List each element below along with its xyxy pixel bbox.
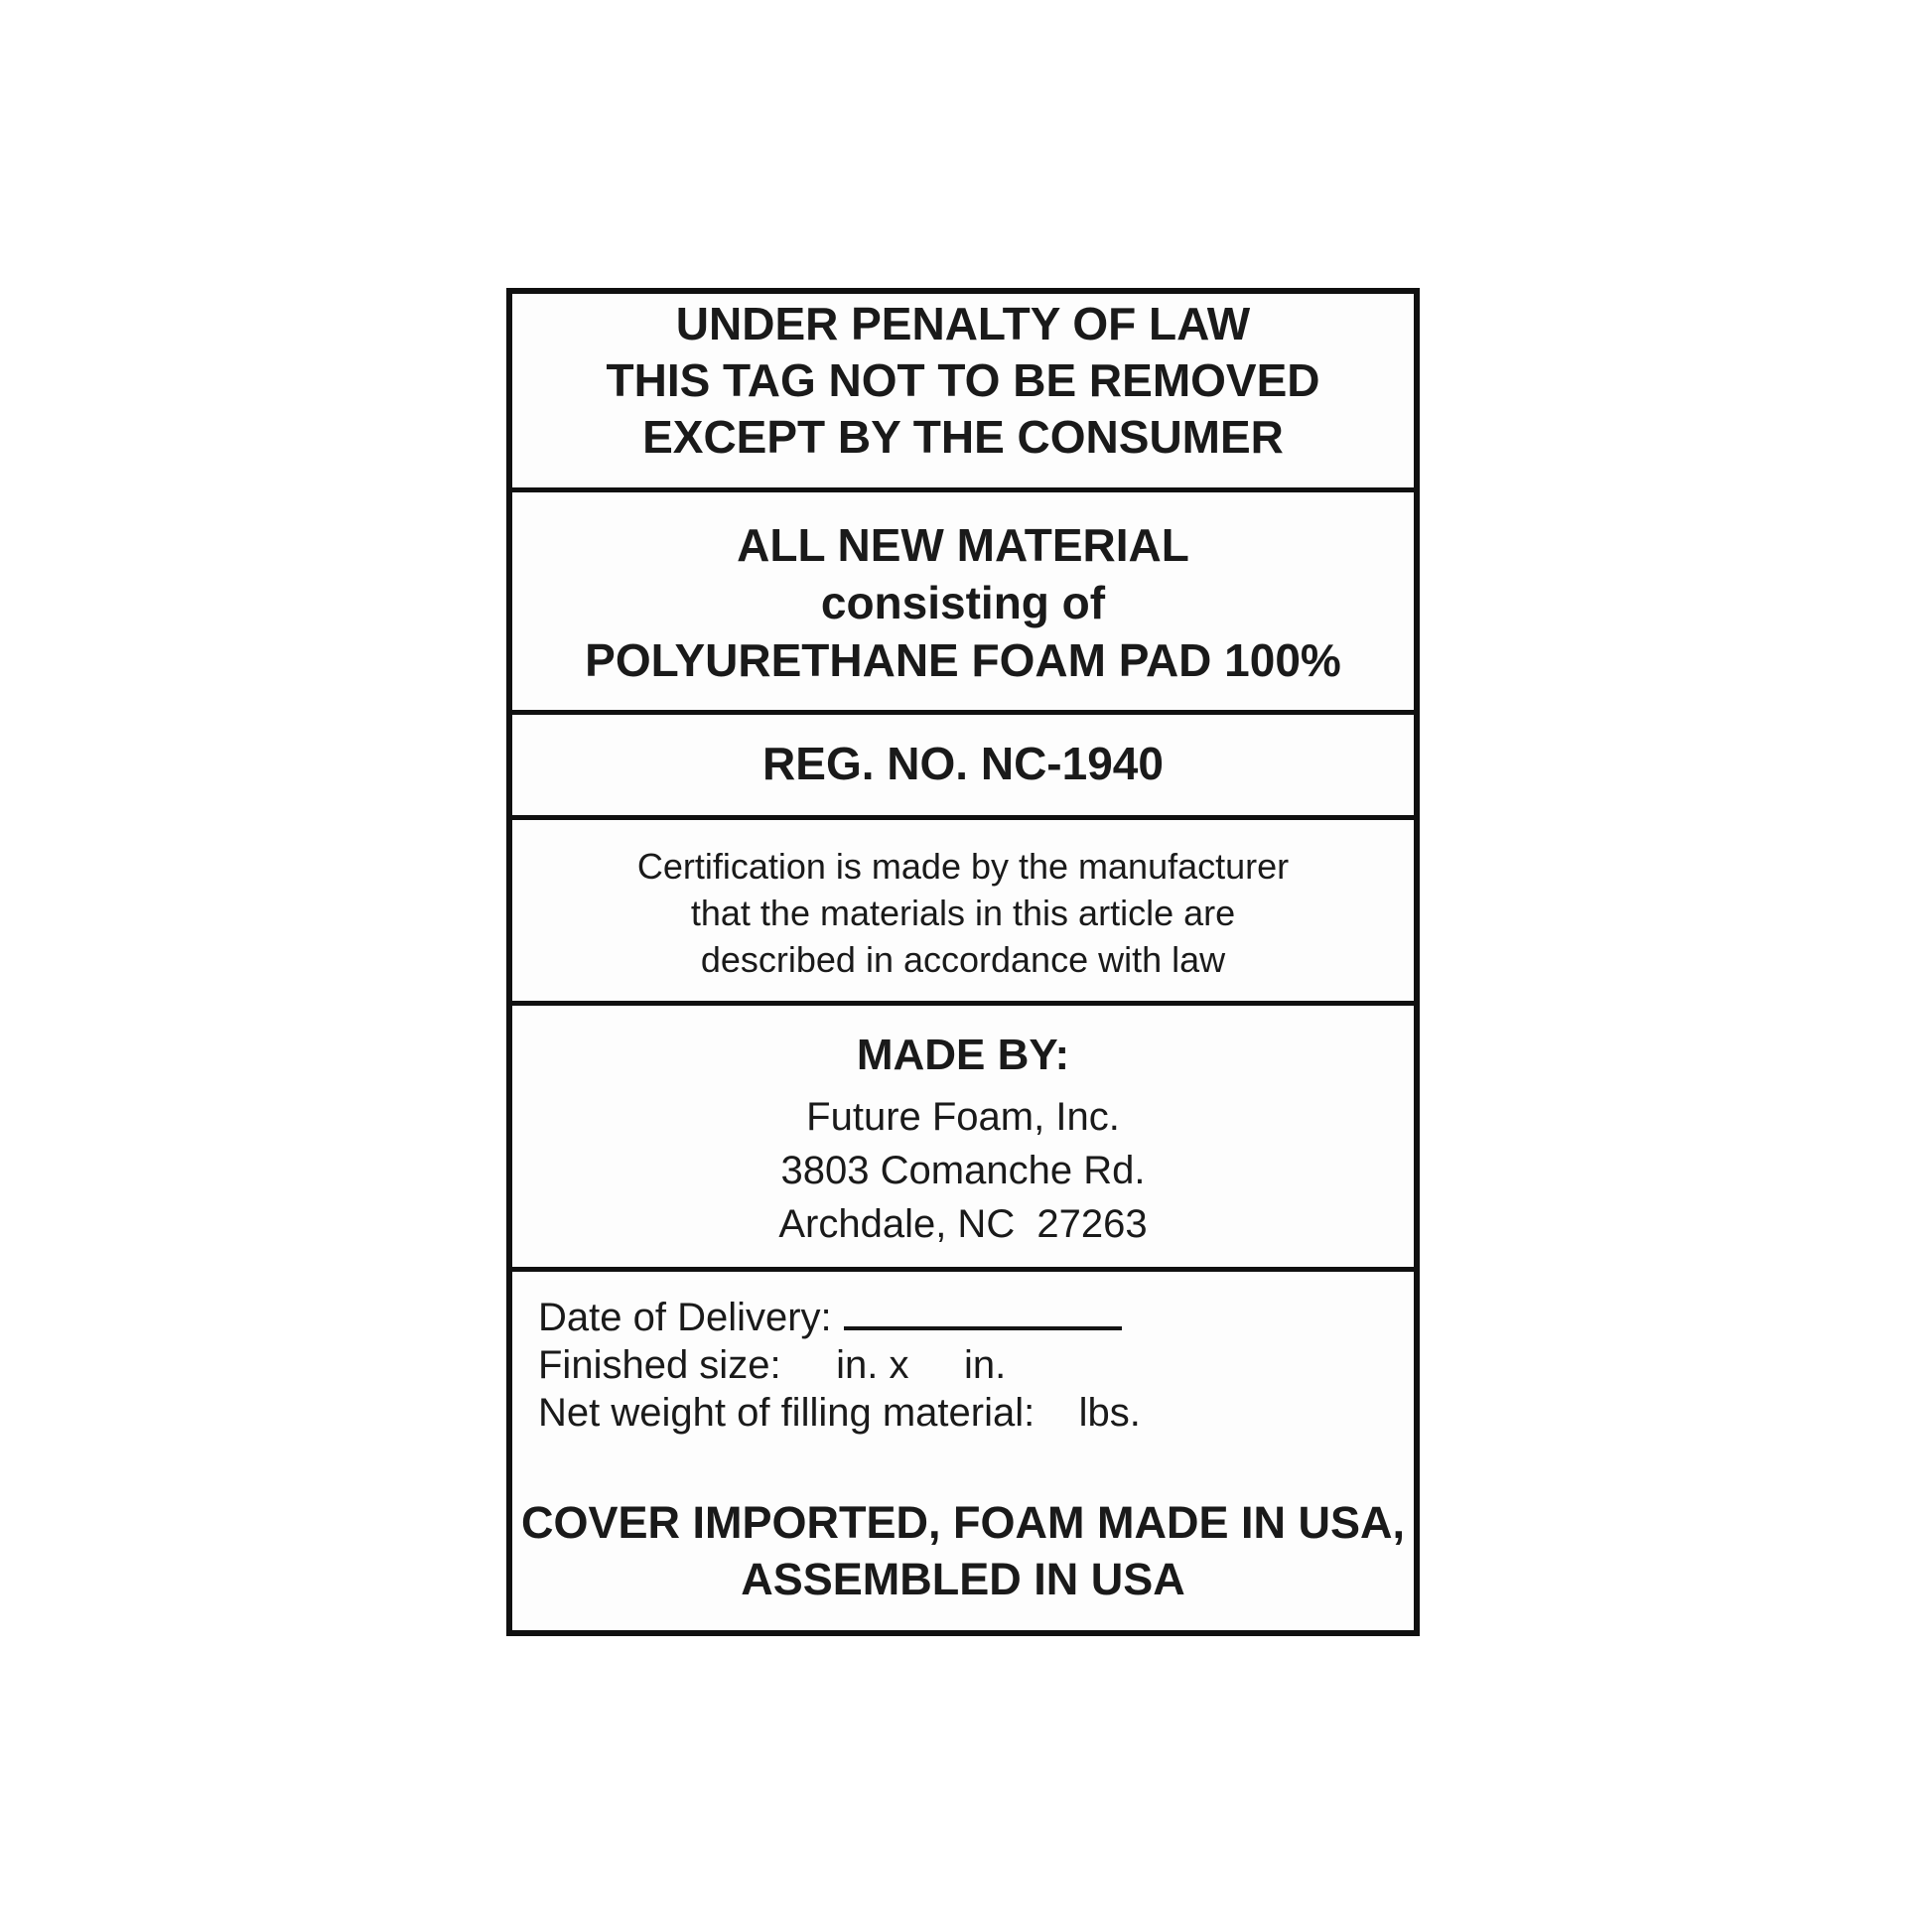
material-line-1: ALL NEW MATERIAL bbox=[737, 519, 1189, 571]
manufacturer-city-state-zip: Archdale, NC 27263 bbox=[778, 1202, 1148, 1246]
date-of-delivery-blank bbox=[844, 1295, 1122, 1330]
manufacturer-address bbox=[512, 1090, 1414, 1251]
penalty-line-1: UNDER PENALTY OF LAW bbox=[675, 298, 1251, 349]
penalty-line-3: EXCEPT BY THE CONSUMER bbox=[642, 411, 1284, 463]
certification-line-2: that the materials in this article are bbox=[690, 893, 1236, 933]
finished-size-line: Finished size: in. x in. bbox=[538, 1343, 1007, 1387]
date-of-delivery-line bbox=[538, 1294, 1414, 1341]
manufacturer-street: 3803 Comanche Rd. bbox=[780, 1149, 1146, 1192]
origin-statement bbox=[512, 1494, 1414, 1607]
material-line-3: POLYURETHANE FOAM PAD 100% bbox=[585, 634, 1341, 686]
certification-line-1: Certification is made by the manufacturer bbox=[636, 846, 1290, 887]
fill-in-details bbox=[512, 1294, 1414, 1437]
certification-section bbox=[512, 820, 1414, 1006]
manufacturer-name: Future Foam, Inc. bbox=[806, 1095, 1120, 1139]
date-of-delivery-label: Date of Delivery: bbox=[538, 1296, 832, 1339]
origin-line-1: COVER IMPORTED, FOAM MADE IN USA, bbox=[520, 1497, 1406, 1548]
penalty-line-2: THIS TAG NOT TO BE REMOVED bbox=[606, 354, 1320, 406]
details-section bbox=[512, 1272, 1414, 1630]
made-by-heading: MADE BY: bbox=[856, 1031, 1070, 1079]
registration-number: REG. NO. NC-1940 bbox=[762, 738, 1164, 789]
material-line-2: consisting of bbox=[820, 577, 1106, 628]
made-by-section bbox=[512, 1006, 1414, 1272]
registration-section bbox=[512, 715, 1414, 820]
material-section bbox=[512, 492, 1414, 715]
net-weight-line: Net weight of filling material: lbs. bbox=[538, 1391, 1141, 1435]
penalty-notice-section bbox=[512, 294, 1414, 492]
origin-line-2: ASSEMBLED IN USA bbox=[741, 1554, 1185, 1604]
law-label-tag bbox=[506, 288, 1420, 1636]
certification-line-3: described in accordance with law bbox=[700, 939, 1226, 980]
